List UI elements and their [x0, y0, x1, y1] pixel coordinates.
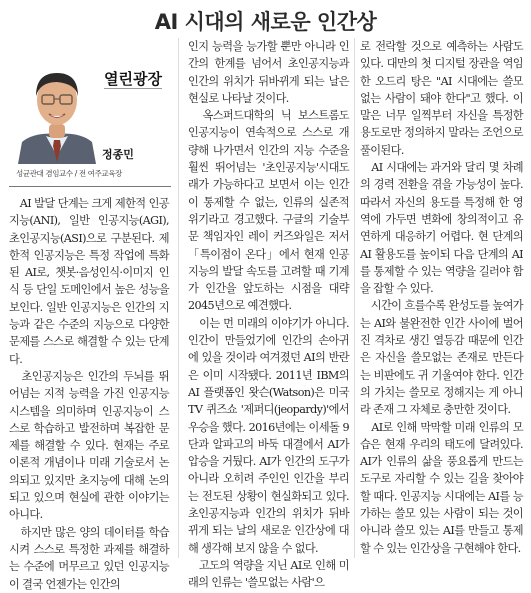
article-column-3: 로 전락할 것으로 예측하는 사람도 있다. 대만의 첫 디지털 장관을 역임한 오드리 탕은 "AI 시대에는 쓸모없는 사람이 돼야 한다"고 했다. 이 말은 너무 일찍부터 자신을 특정한 용도로만 정의하지 말라는 조언으로 풀이된다. AI 시대에는 과거와 달리 몇 차례의 경력 전환을 겪을 가능성이 높다. 따라서 자신의 용도를 특정해 한 영역에 가두면 변화에 창의적이고 유연하게 대응하기 어렵다. 현 단계의 AI 활용도를 높이되 다음 단계의 AI를 통제할 수 있는 역량을 길러야 함을 잡할 수 있다. 시간이 흐를수록 완성도를 높여가는 AI와 불완전한 인간 사이에 벌어진 격차로 생긴 열등감 때문에 인간은 자신을 쓸모없는 존재로 만든다는 비판에도 귀 기울여야 한다. 인간의 가치는 쓸모로 정해지는 게 아니라 존재 그 자체로 충만한 것이다. AI로 인해 막막할 미래 인류의 모습은 현재 우리의 태도에 달려있다. AI가 인류의 삶을 풍요롭게 만드는 도구로 자리할 수 있는 길을 찾아야 할 때다. 인공지능 시대에는 AI를 능가하는 쓸모 있는 사람이 되는 것이 아니라 쓸모 있는 AI를 만들고 통제할 수 있는 인간상을 구현해야 한다. — [360, 40, 523, 555]
column-name: 열린광장 — [104, 70, 162, 88]
column-name-rule — [104, 88, 162, 89]
author-portrait — [14, 60, 100, 164]
author-affiliation: 성균관대 겸임교수 / 전 여주교육장 — [16, 169, 122, 178]
article-column-2: 인지 능력을 능가할 뿐만 아니라 인간의 한계를 넘어서 초인공지능과 인간의 위치가 뒤바뀌게 되는 날은 현실로 나타날 것이다. 옥스퍼드대학의 닉 보스트롬도 인공지능이 연속적으로 스스로 개량해 나가면서 인간의 지능 수준을 훨씬 뛰어넘는 '초인공지능'시대도래가 가능하다고 보면서 이는 인간이 통제할 수 없는, 인류의 실존적 위기라고 경고했다. 구글의 기술부문 책임자인 레이 커즈와일은 저서 「특이점이 온다」에서 현재 인공지능의 발달 속도를 고려할 때 기계가 인간을 앞도하는 시점을 대략 2045년으로 예견했다. 이는 먼 미래의 이야기가 아니다. 인간이 만들었기에 인간의 손아귀에 있을 것이라 여겨졌던 AI의 반란은 이미 시작됐다. 2011년 IBM의 AI 플랫폼인 왓슨(Watson)은 미국 TV 퀴즈쇼 '제퍼디(jeopardy)'에서 우승을 했다. 2016년에는 이세돌 9단과 알파고의 바둑 대결에서 AI가 압승을 거뒀다. AI가 인간의 도구가 아니라 오히려 주인인 인간을 부리는 전도된 상황이 현실화되고 있다. 초인공지능과 인간의 위치가 뒤바뀌게 되는 날의 새로운 인간상에 대해 생각해 보지 않을 수 없다. 고도의 역량을 지닌 AI로 인해 미래의 인류는 '쓸모없는 사람'으 — [188, 40, 349, 590]
author-name: 정종민 — [102, 148, 134, 161]
article-column-1: AI 발달 단계는 크게 제한적 인공지능(ANI), 일반 인공지능(AGI), 초인공지능(ASI)으로 구분된다. 제한적 인공지능은 특정 작업에 특화된 AI로, 챗봇·음성인식·이미지 인식 등 단일 도메인에서 높은 성능을 보인다. 일반 인공지능은 인간의 지능과 같은 수준의 지능으로 다양한 문제를 스스로 해결할 수 있는 단계다. 초인공지능은 인간의 두뇌를 뛰어넘는 지적 능력을 가진 인공지능 시스템을 의미하며 인공지능이 스스로 학습하고 발전하며 복잡한 문제를 해결할 수 있다. 현재는 주로 이론적 개념이나 미래 기술로서 논의되고 있지만 초지능에 대해 논의되고 있으며 현실에 관한 이야기는 아니다. 하지만 많은 양의 데이터를 학습시켜 스스로 특정한 과제를 해결하는 수준에 머무르고 있던 인공지능이 결국 언젠가는 인간의 — [9, 197, 169, 591]
column-divider — [178, 38, 179, 558]
headline: AI 시대의 새로운 인간상 — [154, 10, 377, 34]
column-divider — [354, 38, 355, 558]
